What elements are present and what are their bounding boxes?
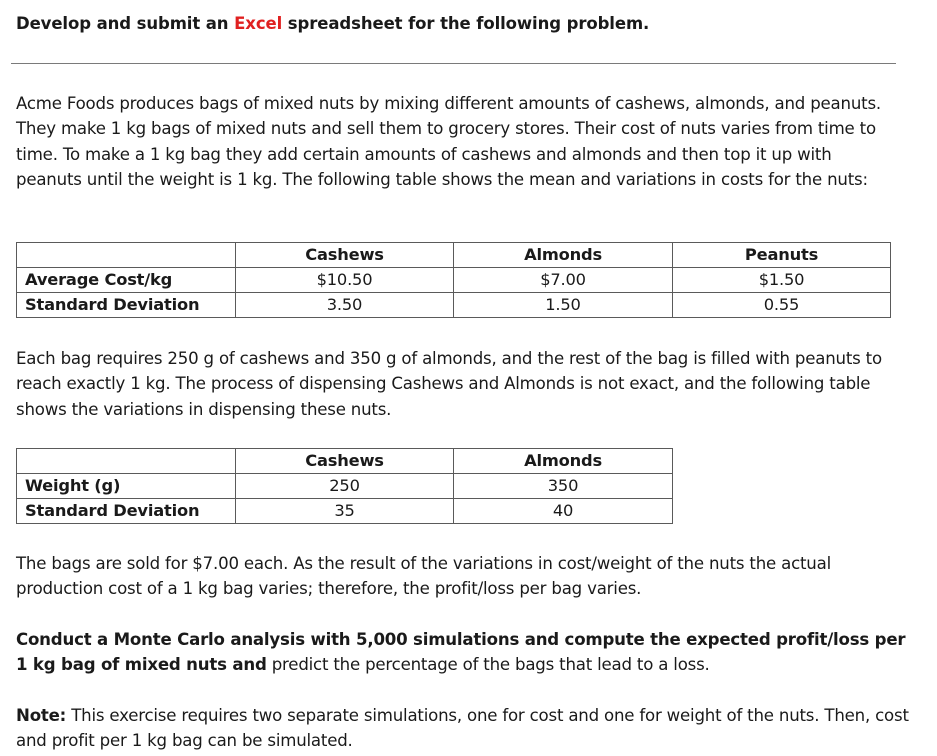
task-paragraph [16,627,906,678]
horizontal-divider [11,63,896,64]
weight-table-corner [17,449,236,474]
cost-cell: $1.50 [673,268,891,293]
cost-table-header-row [17,243,891,268]
bag-paragraph: Each bag requires 250 g of cashews and 350 g of almonds, and the rest of the bag is filled with peanuts to reach exactly 1 kg. The process of dispensing Cashews and Almonds is not exact, and the following table shows the variations in dispensing these nuts. [16,349,882,419]
weight-row-label: Standard Deviation [17,499,236,524]
weight-header-almonds: Almonds [454,449,673,474]
assignment-heading [16,14,649,33]
table-row [17,268,891,293]
weight-table-header-row [17,449,673,474]
cost-row-label: Average Cost/kg [17,268,236,293]
weight-cell: 35 [236,499,454,524]
cost-table-corner [17,243,236,268]
note-label: Note: [16,706,67,725]
table-row [17,499,673,524]
task-bold-text: Conduct a Monte Carlo analysis with 5,000 simulations and compute the expected profit/loss per 1 kg bag of mixed nuts and [16,630,906,675]
table-row [17,293,891,318]
weight-row-label: Weight (g) [17,474,236,499]
task-rest-text: predict the percentage of the bags that lead to a loss. [266,655,710,675]
heading-pre: Develop and submit an [16,14,235,33]
heading-post: spreadsheet for the following problem. [282,14,650,33]
cost-cell: $7.00 [454,268,673,293]
weight-cell: 250 [236,474,454,499]
cost-header-almonds: Almonds [454,243,673,268]
cost-table [16,242,891,318]
note-paragraph [16,703,916,754]
cost-header-peanuts: Peanuts [673,243,891,268]
cost-header-cashews: Cashews [236,243,454,268]
weight-table [16,448,673,524]
cost-row-label: Standard Deviation [17,293,236,318]
cost-cell: 0.55 [673,293,891,318]
sold-paragraph: The bags are sold for $7.00 each. As the result of the variations in cost/weight of the nuts the actual production cost of a 1 kg bag varies; therefore, the profit/loss per bag varies. [16,554,832,599]
cost-cell: $10.50 [236,268,454,293]
weight-cell: 40 [454,499,673,524]
intro-paragraph: Acme Foods produces bags of mixed nuts by mixing different amounts of cashews, almonds, and peanuts. They make 1 kg bags of mixed nuts and sell them to grocery stores. Their cost of nuts varies from time to time. To make a 1 kg bag they add certain amounts of cashews and almonds and then top it up with peanuts until the weight is 1 kg. The following table shows the mean and variations in costs for the nuts: [16,94,881,189]
weight-cell: 350 [454,474,673,499]
weight-header-cashews: Cashews [236,449,454,474]
cost-cell: 3.50 [236,293,454,318]
cost-cell: 1.50 [454,293,673,318]
table-row [17,474,673,499]
heading-excel: Excel [234,14,283,33]
note-text: This exercise requires two separate simulations, one for cost and one for weight of the nuts. Then, cost and profit per 1 kg bag can be simulated. [16,706,909,751]
